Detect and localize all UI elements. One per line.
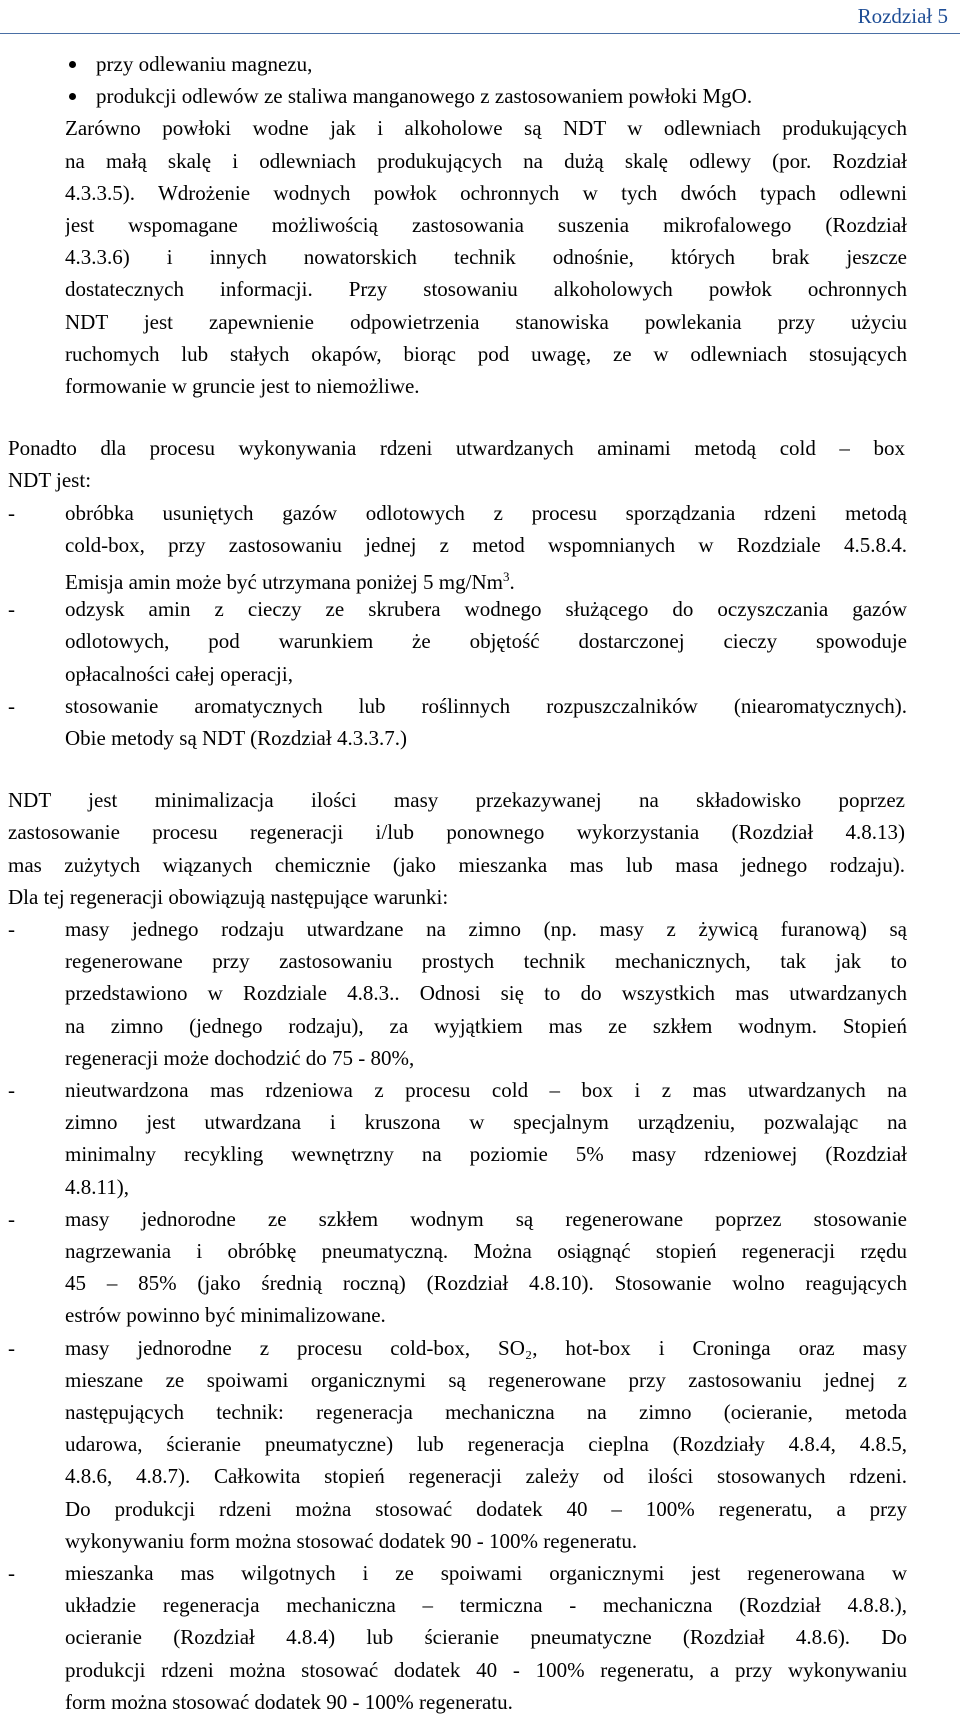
list-item-line: masy jednorodne z procesu cold-box, SO₂, hot-box i Croninga oraz masy [65,1335,907,1360]
list-item-line: regeneracji może dochodzić do 75 - 80%, [65,1045,415,1070]
list-item-line: 45 – 85% (jako średnią roczną) (Rozdział 4.8.10). Stosowanie wolno reagujących [65,1271,907,1296]
chapter-label: Rozdział 5 [857,4,948,28]
list-dash: - [8,597,15,622]
list-dash: - [8,693,15,718]
period: . [509,570,515,594]
list-item-line: stosowanie aromatycznych lub roślinnych rozpuszczalników (niearomatycznych). [65,693,907,718]
list-dash: - [8,1206,15,1231]
paragraph-line: NDT jest zapewnienie odpowietrzenia stanowiska powlekania przy użyciu [65,309,907,334]
paragraph-line: Zarówno powłoki wodne jak i alkoholowe są NDT w odlewniach produkujących [65,116,907,141]
list-dash: - [8,1078,15,1102]
list-item-line: produkcji rdzeni można stosować dodatek 40 - 100% regeneratu, a przy wykonywaniu [65,1657,907,1682]
list-item-line: przedstawiono w Rozdziale 4.8.3.. Odnosi się to do wszystkich mas utwardzanych [65,981,907,1006]
list-item-line: mieszanka mas wilgotnych i ze spoiwami organicznymi jest regenerowana w [65,1561,907,1585]
list-dash: - [8,917,15,941]
list-dash: - [8,1561,15,1585]
list-item-line: minimalny recykling wewnętrzny na poziomie 5% masy rdzeniowej (Rozdział [65,1142,907,1167]
paragraph-line: 4.3.3.6) i innych nowatorskich technik odnośnie, których brak jeszcze [65,245,907,270]
list-item-line: estrów powinno być minimalizowane. [65,1303,386,1328]
bullet-dot [69,93,76,100]
list-item-line: układzie regeneracja mechaniczna – termiczna - mechaniczna (Rozdział 4.8.8.), [65,1593,907,1618]
list-item-line: form można stosować dodatek 90 - 100% regeneratu. [65,1689,513,1714]
list-dash: - [8,500,15,525]
list-item-line: opłacalności całej operacji, [65,661,293,686]
paragraph-line: dostatecznych informacji. Przy stosowaniu alkoholowych powłok ochronnych [65,277,907,302]
list-item-line: 4.8.6, 4.8.7). Całkowita stopień regeneracji zależy od ilości stosowanych rdzeni. [65,1464,907,1489]
paragraph-line: formowanie w gruncie jest to niemożliwe. [65,374,420,398]
paragraph-line: NDT jest: [8,468,92,493]
list-dash: - [8,1335,15,1360]
paragraph-line: ruchomych lub stałych okapów, biorąc pod uwagę, ze w odlewniach stosujących [65,341,907,366]
list-item-line: odzysk amin z cieczy ze skrubera wodnego służącego do oczyszczania gazów [65,597,907,622]
list-item-line: zimno jest utwardzana i kruszona w specjalnym urządzeniu, pozwalając na [65,1110,907,1135]
bullet-item: produkcji odlewów ze staliwa manganowego z zastosowaniem powłoki MgO. [96,84,753,109]
bullet-dot [69,61,76,68]
bullet-item: przy odlewaniu magnezu, [96,52,313,76]
list-item-line: regenerowane przy zastosowaniu prostych technik mechanicznych, tak jak to [65,949,907,974]
list-item-line: następujących technik: regeneracja mechaniczna na zimno (ocieranie, metoda [65,1400,907,1424]
paragraph-line: na małą skalę i odlewniach produkujących na dużą skalę odlewy (por. Rozdział [65,148,907,173]
paragraph-line: 4.3.3.5). Wdrożenie wodnych powłok ochronnych w tych dwóch typach odlewni [65,180,907,205]
list-item-line: udarowa, ścieranie pneumatyczne) lub regeneracja cieplna (Rozdziały 4.8.4, 4.8.5, [65,1432,907,1457]
paragraph-line: Dla tej regeneracji obowiązują następujące warunki: [8,884,449,909]
list-item-line: mieszane ze spoiwami organicznymi są regenerowane przy zastosowaniu jednej z [65,1367,907,1392]
paragraph-line: Ponadto dla procesu wykonywania rdzeni utwardzanych aminami metodą cold – box [8,436,905,461]
paragraph-line: NDT jest minimalizacja ilości masy przekazywanej na składowisko poprzez [8,788,905,813]
paragraph-line: zastosowanie procesu regeneracji i/lub ponownego wykorzystania (Rozdział 4.8.13) [8,820,905,845]
list-item-line: Do produkcji rdzeni można stosować dodatek 40 – 100% regeneratu, a przy [65,1496,907,1521]
list-item-line: Obie metody są NDT (Rozdział 4.3.3.7.) [65,726,407,750]
paragraph-line: mas zużytych wiązanych chemicznie (jako mieszanka mas lub masa jednego rodzaju). [8,852,905,877]
list-item-line: Emisja amin może być utrzymana poniżej 5 mg/Nm$^3$. [65,569,515,594]
header-rule [0,33,960,34]
list-item-line: obróbka usuniętych gazów odlotowych z procesu sporządzania rdzeni metodą [65,500,907,525]
list-item-line: cold-box, przy zastosowaniu jednej z metod wspomnianych w Rozdziale 4.5.8.4. [65,532,907,557]
list-item-line: nieutwardzona mas rdzeniowa z procesu cold – box i z mas utwardzanych na [65,1078,907,1102]
list-item-line: 4.8.11), [65,1174,129,1199]
paragraph-line: jest wspomagane możliwością zastosowania suszenia mikrofalowego (Rozdział [65,213,907,237]
list-item-line: nagrzewania i obróbkę pneumatyczną. Można osiągnąć stopień regeneracji rzędu [65,1239,907,1263]
list-item-line: ocieranie (Rozdział 4.8.4) lub ścieranie pneumatyczne (Rozdział 4.8.6). Do [65,1625,907,1650]
list-item-line: masy jednego rodzaju utwardzane na zimno (np. masy z żywicą furanową) są [65,917,907,941]
list-item-line: masy jednorodne ze szkłem wodnym są regenerowane poprzez stosowanie [65,1206,907,1231]
list-item-line: na zimno (jednego rodzaju), za wyjątkiem mas ze szkłem wodnym. Stopień [65,1013,907,1038]
list-item-line: wykonywaniu form można stosować dodatek 90 - 100% regeneratu. [65,1528,638,1553]
list-item-line: odlotowych, pod warunkiem że objętość dostarczonej cieczy spowoduje [65,629,907,654]
superscript: 3 [502,569,510,584]
